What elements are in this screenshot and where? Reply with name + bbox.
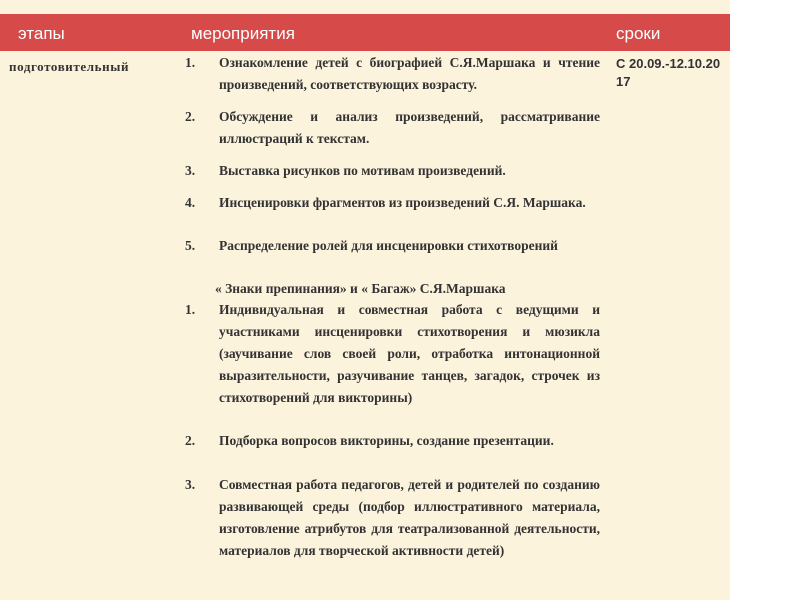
item-text: Индивидуальная и совместная работа с ведущими и участниками инсценировки стихотворения и мюзикла (заучивание слов своей роли, отработка интонационной выразительности, разучивание танцев, загадок, строчек из стихотворений для викторины) — [219, 302, 600, 405]
dates-cell: С 20.09.-12.10.2017 — [616, 56, 721, 89]
item-text: Распределение ролей для инсценировки стихотворений — [219, 238, 558, 253]
item-text: Ознакомление детей с биографией С.Я.Маршака и чтение произведений, соответствующих возрасту. — [219, 55, 600, 92]
table-header — [0, 14, 730, 51]
item-number: 1. — [185, 302, 196, 317]
list-item — [185, 160, 600, 182]
list-item — [185, 299, 600, 409]
item-number: 2. — [185, 109, 196, 124]
item-text: Обсуждение и анализ произведений, рассматривание иллюстраций к текстам. — [219, 109, 600, 146]
item-number: 2. — [185, 433, 196, 448]
item-text: Совместная работа педагогов, детей и родителей по созданию развивающей среды (подбор иллюстративного материала, изготовление атрибутов для театрализованной деятельности, материалов для творческой активности детей) — [219, 477, 600, 558]
list-item — [185, 106, 600, 150]
list-item — [185, 430, 600, 452]
item-text: Подборка вопросов викторины, создание презентации. — [219, 433, 554, 448]
item-number: 4. — [185, 195, 196, 210]
list-item — [185, 474, 600, 562]
list-item — [185, 52, 600, 96]
item-number: 1. — [185, 55, 196, 70]
item-text: Выставка рисунков по мотивам произведений. — [219, 163, 506, 178]
stage-cell: подготовительный — [9, 59, 130, 74]
header-stages: этапы — [18, 24, 65, 43]
item-number: 5. — [185, 238, 196, 253]
list-item — [185, 235, 600, 257]
list-item — [185, 192, 600, 214]
item-number: 3. — [185, 163, 196, 178]
item-number: 3. — [185, 477, 196, 492]
item-text: Инсценировки фрагментов из произведений С.Я. Маршака. — [219, 195, 586, 210]
header-dates: сроки — [616, 24, 661, 43]
item-continuation: « Знаки препинания» и « Багаж» С.Я.Маршака — [215, 281, 506, 296]
header-activities: мероприятия — [191, 24, 295, 43]
